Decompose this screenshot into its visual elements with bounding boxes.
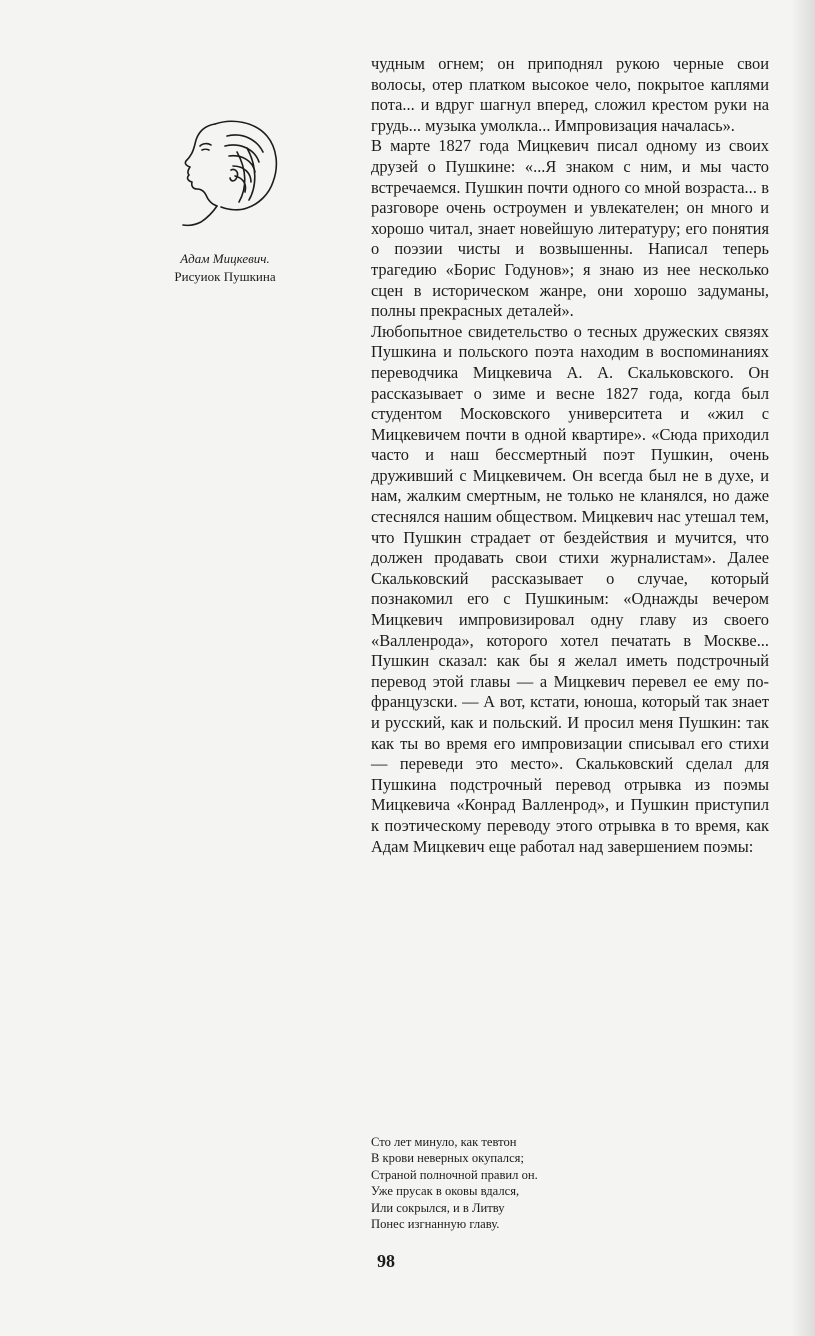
paragraph: Любопытное свидетельство о тесных дружеских связях Пушкина и польского поэта находим в воспоминаниях переводчика Мицкевича А. А. Скальковского. Он рассказывает о зиме и весне 1827 года, когда был студентом Московского университета и «жил с Мицкевичем почти в одной квартире». «Сюда приходил часто и наш бессмертный поэт Пушкин, очень друживший с Мицкевичем. Он всегда был не в духе, и нам, жалким смертным, не только не кланялся, но даже стеснялся нашим обществом. Мицкевич нас утешал тем, что Пушкин страдает от бездействия и мучится, что должен продавать свои стихи журналистам». Далее Скальковский рассказывает о случае, который познакомил его с Пушкиным: «Однажды вечером Мицкевич импровизировал одну главу из своего «Валленрода», которого хотел печатать в Москве... Пушкин сказал: как бы я желал иметь подстрочный перевод этой главы — а Мицкевич перевел ее ему по-французски. — А вот, кстати, юноша, который так знает и русский, как и польский. И просил меня Пушкин: так как ты во время его импровизации списывал его стихи — переведи это место». Скальковский сделал для Пушкина подстрочный перевод отрывка из поэмы Мицкевича «Конрад Валленрод», и Пушкин приступил к поэтическому переводу этого отрывка в то время, как Адам Мицкевич еще работал над завершением поэмы: [371, 321, 769, 856]
portrait-sketch-icon [155, 112, 295, 244]
page-edge-shadow [791, 0, 815, 1336]
poem-line: Страной полночной правил он. [371, 1167, 538, 1182]
page-number: 98 [377, 1251, 395, 1271]
poem-line: Сто лет минуло, как тевтон [371, 1135, 517, 1149]
caption-subtitle: Рисуиок Пушкина [174, 269, 276, 284]
portrait-caption [140, 250, 310, 286]
poem-excerpt [371, 1134, 671, 1232]
caption-name: Адам Мицкевич. [180, 251, 270, 266]
main-text-column [371, 54, 769, 857]
paragraph: чудным огнем; он приподнял рукою черные свои волосы, отер платком высокое чело, покрытое каплями пота... и вдруг шагнул вперед, сложил крестом руки на грудь... музыка умолкла... Импровизация началась». [371, 54, 769, 135]
poem-line: Или сокрылся, и в Литву [371, 1200, 505, 1215]
poem-line: Уже прусак в оковы вдался, [371, 1184, 520, 1199]
poem-line: Понес изгнанную главу. [371, 1217, 500, 1232]
paragraph: В марте 1827 года Мицкевич писал одному из своих друзей о Пушкине: «...Я знаком с ним, и мы часто встречаемся. Пушкин почти одного со мной возраста... в разговоре очень остроумен и увлекателен; он много и хорошо читал, знает новейшую литературу; его понятия о поэзии чисты и возвышенны. Написал теперь трагедию «Борис Годунов»; я знаю из нее несколько сцен в историческом жанре, они хорошо задуманы, полны прекрасных деталей». [371, 136, 769, 321]
poem-line: В крови неверных окупался; [371, 1151, 524, 1166]
portrait-figure [140, 112, 310, 287]
